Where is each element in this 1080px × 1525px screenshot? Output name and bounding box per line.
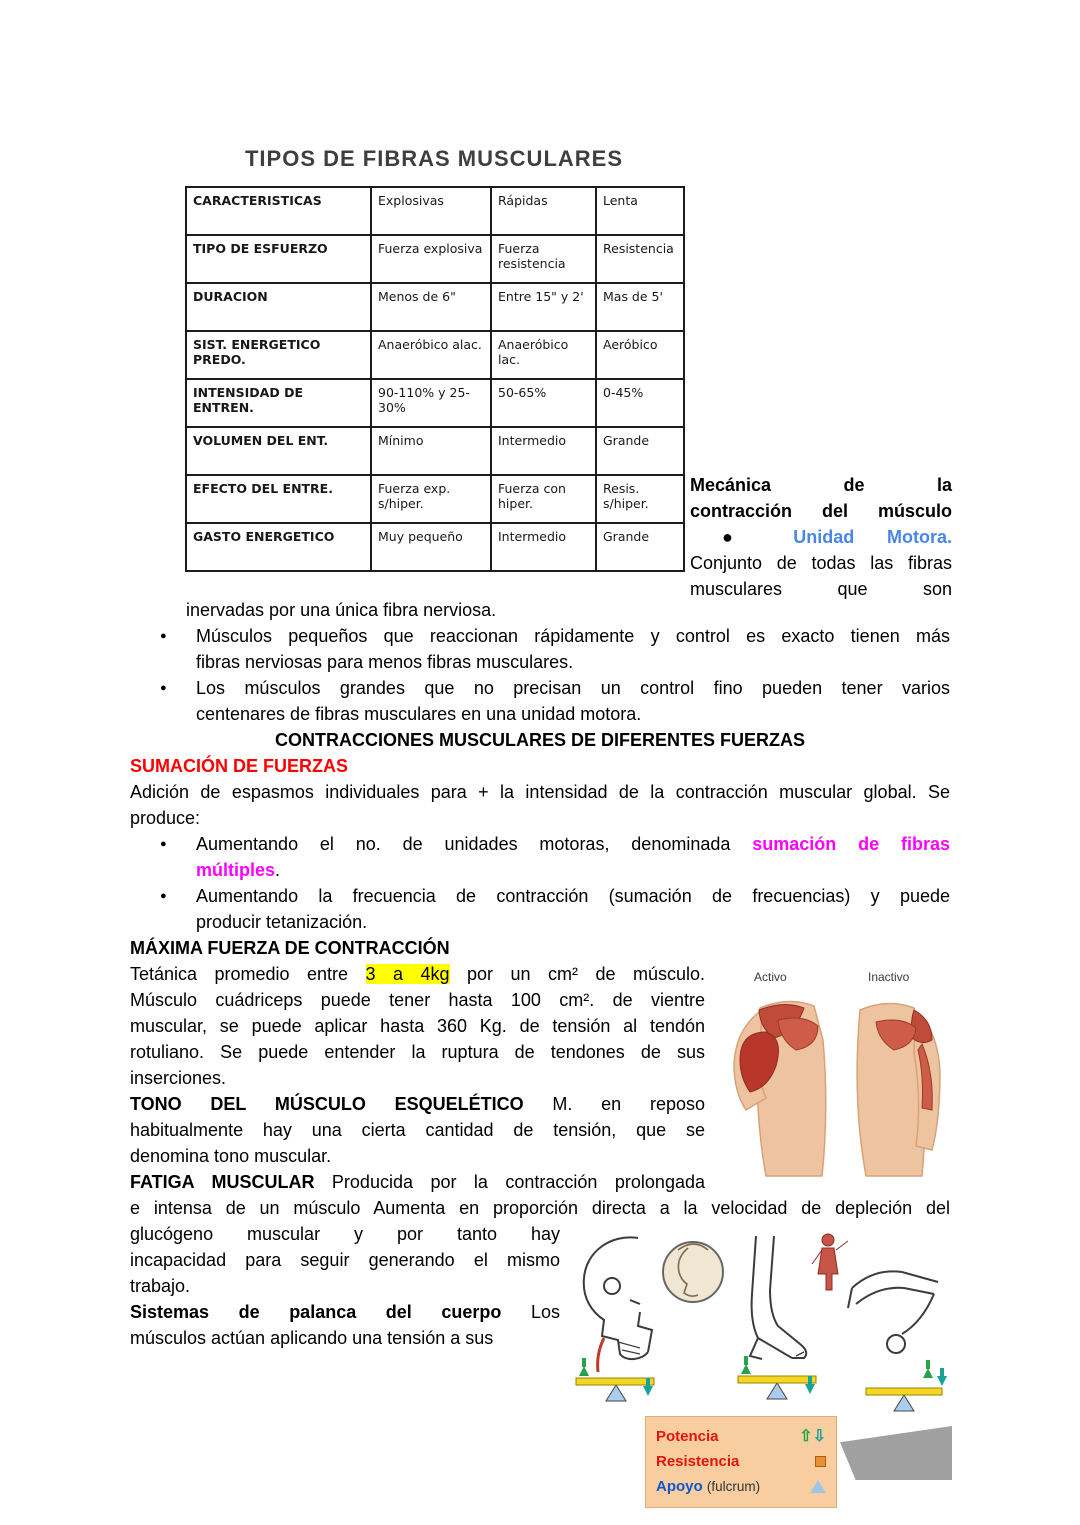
arm-anatomy-figure	[726, 968, 952, 1188]
legend-label-apoyo: Apoyo (fulcrum)	[656, 1478, 761, 1495]
legend-label-resistencia: Resistencia	[656, 1453, 740, 1470]
table-header-cell: Rápidas	[491, 187, 596, 235]
paragraph-tono	[130, 1091, 705, 1169]
paragraph-tetanica	[130, 961, 705, 1091]
text-run: Producida por la contracción prolongada	[331, 1172, 705, 1192]
paragraph-adicion	[130, 779, 950, 831]
mecanica-heading-line: Mecánica de la	[690, 475, 952, 495]
list-item-line: Aumentando la frecuencia de contracción (sumación de frecuencias) y puede	[196, 886, 950, 906]
paragraph-line: muscular, se puede aplicar hasta 360 Kg. de tensión al tendón	[130, 1016, 705, 1036]
list-item-line: fibras nerviosas para menos fibras musculares.	[196, 652, 574, 672]
table-cell: Fuerza con hiper.	[491, 475, 596, 523]
table-cell: 50-65%	[491, 379, 596, 427]
paragraph-fatiga-wide	[130, 1195, 950, 1221]
bullet-icon: ●	[160, 630, 167, 642]
table-cell: INTENSIDAD DE ENTREN.	[186, 379, 371, 427]
bold-run: FATIGA MUSCULAR	[130, 1172, 315, 1192]
paragraph-line: rotuliano. Se puede entender la ruptura de tendones de sus	[130, 1042, 705, 1062]
table-header-cell: CARACTERISTICAS	[186, 187, 371, 235]
table-cell: 90-110% y 25-30%	[371, 379, 491, 427]
paragraph-fatiga-narrow	[130, 1221, 560, 1299]
mecanica-body-line: Conjunto de todas las fibras	[690, 553, 952, 573]
table-cell: Intermedio	[491, 427, 596, 475]
text-run: Tetánica promedio entre	[130, 964, 349, 984]
table-row	[186, 475, 684, 523]
table-cell: Fuerza resistencia	[491, 235, 596, 283]
table-cell: Intermedio	[491, 523, 596, 571]
list-item-line: Músculos pequeños que reaccionan rápidamente y control es exacto tienen más	[196, 626, 950, 646]
paragraph-line: incapacidad para seguir generando el mismo	[130, 1250, 560, 1270]
paragraph-line	[130, 961, 705, 987]
mecanica-paragraph	[690, 472, 952, 602]
resistencia-square-icon	[815, 1456, 826, 1467]
paragraph-line: habitualmente hay una cierta cantidad de tensión, que se	[130, 1120, 705, 1140]
figure-label-inactivo: Inactivo	[868, 970, 910, 984]
paragraph-line: produce:	[130, 808, 201, 828]
paragraph-continuation: inervadas por una única fibra nerviosa.	[186, 600, 497, 620]
table-cell: EFECTO DEL ENTRE.	[186, 475, 371, 523]
text-run: .	[275, 860, 281, 880]
table-cell: VOLUMEN DEL ENT.	[186, 427, 371, 475]
list-item-line: Los músculos grandes que no precisan un control fino pueden tener varios	[196, 678, 950, 698]
table-cell: Aeróbico	[596, 331, 684, 379]
bullet-icon: ●	[160, 890, 167, 902]
list-item	[130, 623, 950, 675]
table-row	[186, 283, 684, 331]
potencia-arrows-icon: ⇧⇩	[799, 1428, 826, 1445]
list-item-line	[196, 857, 950, 883]
paragraph-line: músculos actúan aplicando una tensión a sus	[130, 1328, 494, 1348]
list-item-line: producir tetanización.	[196, 912, 368, 932]
table-cell: 0-45%	[596, 379, 684, 427]
highlighted-text: 3 a 4kg	[365, 964, 450, 984]
emphasis-magenta-run: múltiples	[196, 860, 276, 880]
paragraph-line: glucógeno muscular y por tanto hay	[130, 1224, 560, 1244]
section-heading-maxima: MÁXIMA FUERZA DE CONTRACCIÓN	[130, 938, 450, 958]
apoyo-triangle-icon	[810, 1480, 826, 1493]
list-item-line	[196, 831, 950, 857]
mecanica-body-line: musculares que son	[690, 579, 952, 599]
list-item	[130, 831, 950, 883]
emphasis-magenta-run: sumación de fibras	[752, 834, 950, 854]
lever-systems-figure	[560, 1228, 960, 1414]
bullet-icon: ●	[160, 682, 167, 694]
section-heading-sumacion: SUMACIÓN DE FUERZAS	[130, 756, 349, 776]
mecanica-heading-line: contracción del músculo	[690, 501, 952, 521]
lever-legend	[645, 1416, 837, 1508]
unidad-motora-bullet	[690, 524, 952, 550]
text-run: M. en reposo	[552, 1094, 705, 1114]
lever-systems-illustration	[560, 1228, 960, 1414]
table-header-row	[186, 187, 684, 235]
table-cell: Resistencia	[596, 235, 684, 283]
paragraph-line: Músculo cuádriceps puede tener hasta 100 cm². de vientre	[130, 990, 705, 1010]
table-cell: Menos de 6"	[371, 283, 491, 331]
paragraph-sistemas	[130, 1299, 560, 1351]
paragraph-line: inserciones.	[130, 1068, 227, 1088]
table-cell: Mínimo	[371, 427, 491, 475]
list-item	[130, 883, 950, 935]
table-cell: TIPO DE ESFUERZO	[186, 235, 371, 283]
legend-row-resistencia	[656, 1449, 826, 1474]
text-run: Los	[530, 1302, 560, 1322]
legend-label-potencia: Potencia	[656, 1428, 719, 1445]
table-row	[186, 523, 684, 571]
table-cell: Mas de 5'	[596, 283, 684, 331]
bullet-icon: ●	[160, 838, 167, 850]
table-row	[186, 331, 684, 379]
table-header-cell: Lenta	[596, 187, 684, 235]
table-cell: Muy pequeño	[371, 523, 491, 571]
paragraph-line	[130, 1169, 705, 1195]
list-item	[130, 675, 950, 727]
table-row	[186, 427, 684, 475]
table-cell: Grande	[596, 523, 684, 571]
paragraph-line: denomina tono muscular.	[130, 1146, 332, 1166]
table-cell: Resis. s/hiper.	[596, 475, 684, 523]
legend-row-apoyo	[656, 1474, 826, 1499]
table-cell: Anaeróbico alac.	[371, 331, 491, 379]
text-run: por un cm² de músculo.	[467, 964, 705, 984]
list-item-line: centenares de fibras musculares en una unidad motora.	[196, 704, 642, 724]
table-row	[186, 235, 684, 283]
table-cell: Fuerza exp. s/hiper.	[371, 475, 491, 523]
table-cell: DURACION	[186, 283, 371, 331]
arm-anatomy-illustration	[726, 984, 952, 1184]
table-cell: Anaeróbico lac.	[491, 331, 596, 379]
paragraph-line	[130, 1299, 560, 1325]
legend-row-potencia	[656, 1424, 826, 1449]
fiber-table-title: TIPOS DE FIBRAS MUSCULARES	[244, 146, 624, 171]
table-cell: Fuerza explosiva	[371, 235, 491, 283]
paragraph-line	[130, 1091, 705, 1117]
fiber-types-figure	[185, 146, 683, 572]
section-heading-contracciones: CONTRACCIONES MUSCULARES DE DIFERENTES FUERZAS	[274, 730, 806, 750]
text-run: Aumentando el no. de unidades motoras, denominada	[196, 834, 731, 854]
table-row	[186, 379, 684, 427]
paragraph-line: trabajo.	[130, 1276, 191, 1296]
unidad-motora-label: Unidad Motora.	[793, 527, 952, 547]
shadow-shape	[840, 1426, 952, 1480]
figure-label-activo: Activo	[754, 970, 787, 984]
fiber-table	[185, 186, 685, 572]
paragraph-line: Adición de espasmos individuales para + la intensidad de la contracción muscular global. Se	[130, 782, 950, 802]
table-header-cell: Explosivas	[371, 187, 491, 235]
bold-run: TONO DEL MÚSCULO ESQUELÉTICO	[130, 1094, 524, 1114]
table-cell: GASTO ENERGETICO	[186, 523, 371, 571]
paragraph-fatiga	[130, 1169, 705, 1195]
table-cell: Grande	[596, 427, 684, 475]
table-cell: Entre 15" y 2'	[491, 283, 596, 331]
bullet-icon: ●	[722, 527, 761, 547]
table-cell: SIST. ENERGETICO PREDO.	[186, 331, 371, 379]
bold-run: Sistemas de palanca del cuerpo	[130, 1302, 502, 1322]
paragraph-line: e intensa de un músculo Aumenta en proporción directa a la velocidad de depleción del	[130, 1198, 950, 1218]
